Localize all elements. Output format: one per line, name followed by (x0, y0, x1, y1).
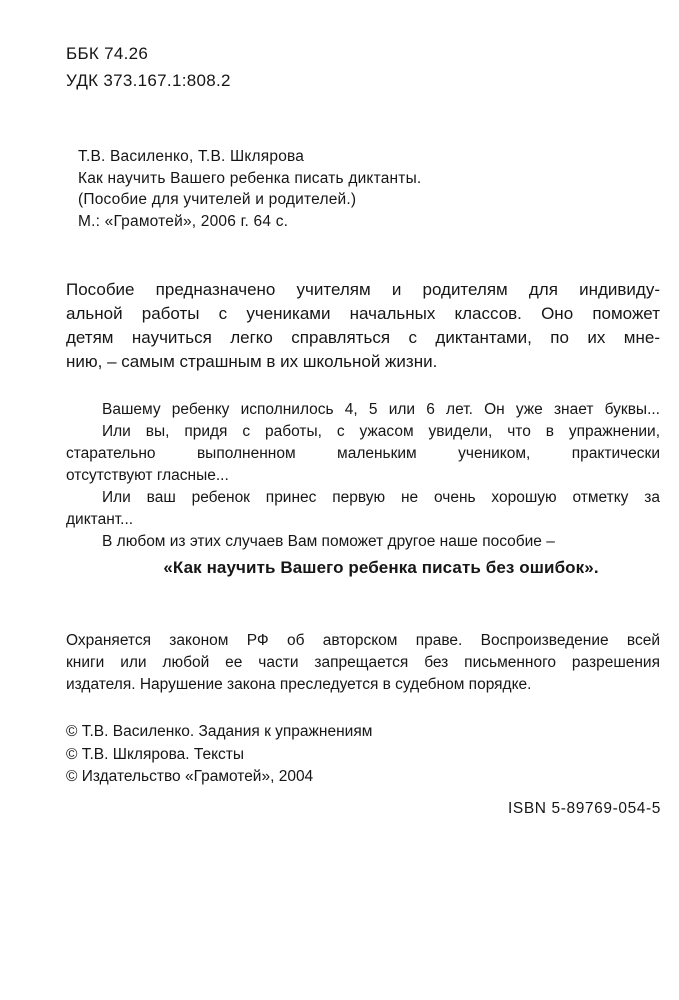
promo-section (66, 399, 660, 579)
promo-line: отсутствуют гласные... (66, 467, 229, 484)
abstract-line: альной работы с учениками начальных классов. Оно поможет (66, 304, 660, 323)
promo-line: В любом из этих случаев Вам поможет другое наше пособие – (102, 533, 555, 550)
credit-line: © Издательство «Грамотей», 2004 (66, 768, 314, 785)
abstract-line: Пособие предназначено учителям и родителям для индивиду- (66, 280, 660, 299)
udk-code: УДК 373.167.1:808.2 (66, 71, 231, 90)
copyright-notice (66, 630, 660, 696)
bbk-code: ББК 74.26 (66, 44, 149, 63)
copyright-line: Охраняется законом РФ об авторском праве. Воспроизведение всей (66, 632, 660, 649)
abstract-line: детям научиться легко справляться с диктантами, по их мне- (66, 328, 660, 347)
promo-line: диктант... (66, 511, 134, 528)
credit-line: © Т.В. Василенко. Задания к упражнениям (66, 723, 373, 740)
promo-line: Или ваш ребенок принес первую не очень хорошую отметку за (102, 489, 660, 506)
authors: Т.В. Василенко, Т.В. Шклярова (78, 148, 305, 165)
copyright-line: книги или любой ее части запрещается без письменного разрешения (66, 654, 660, 671)
abstract-line: нию, – самым страшным в их школьной жизни. (66, 352, 438, 371)
isbn: ISBN 5-89769-054-5 (508, 800, 661, 817)
classification-codes (66, 40, 231, 94)
book-title: Как научить Вашего ребенка писать диктанты. (78, 169, 422, 187)
imprint: М.: «Грамотей», 2006 г. 64 с. (78, 212, 289, 230)
promoted-book-title: «Как научить Вашего ребенка писать без ошибок». (163, 558, 599, 577)
bibliographic-record (66, 146, 421, 232)
promo-line: Или вы, придя с работы, с ужасом увидели, что в упражнении, (102, 423, 660, 440)
copyright-line: издателя. Нарушение закона преследуется в судебном порядке. (66, 676, 532, 693)
book-subtitle: (Пособие для учителей и родителей.) (78, 191, 357, 208)
abstract-paragraph (66, 278, 660, 374)
credit-line: © Т.В. Шклярова. Тексты (66, 745, 245, 763)
copyright-credits (66, 721, 372, 789)
promo-line: старательно выполненном маленьким учеником, практически (66, 445, 660, 462)
promo-line: Вашему ребенку исполнилось 4, 5 или 6 лет. Он уже знает буквы... (102, 401, 660, 418)
